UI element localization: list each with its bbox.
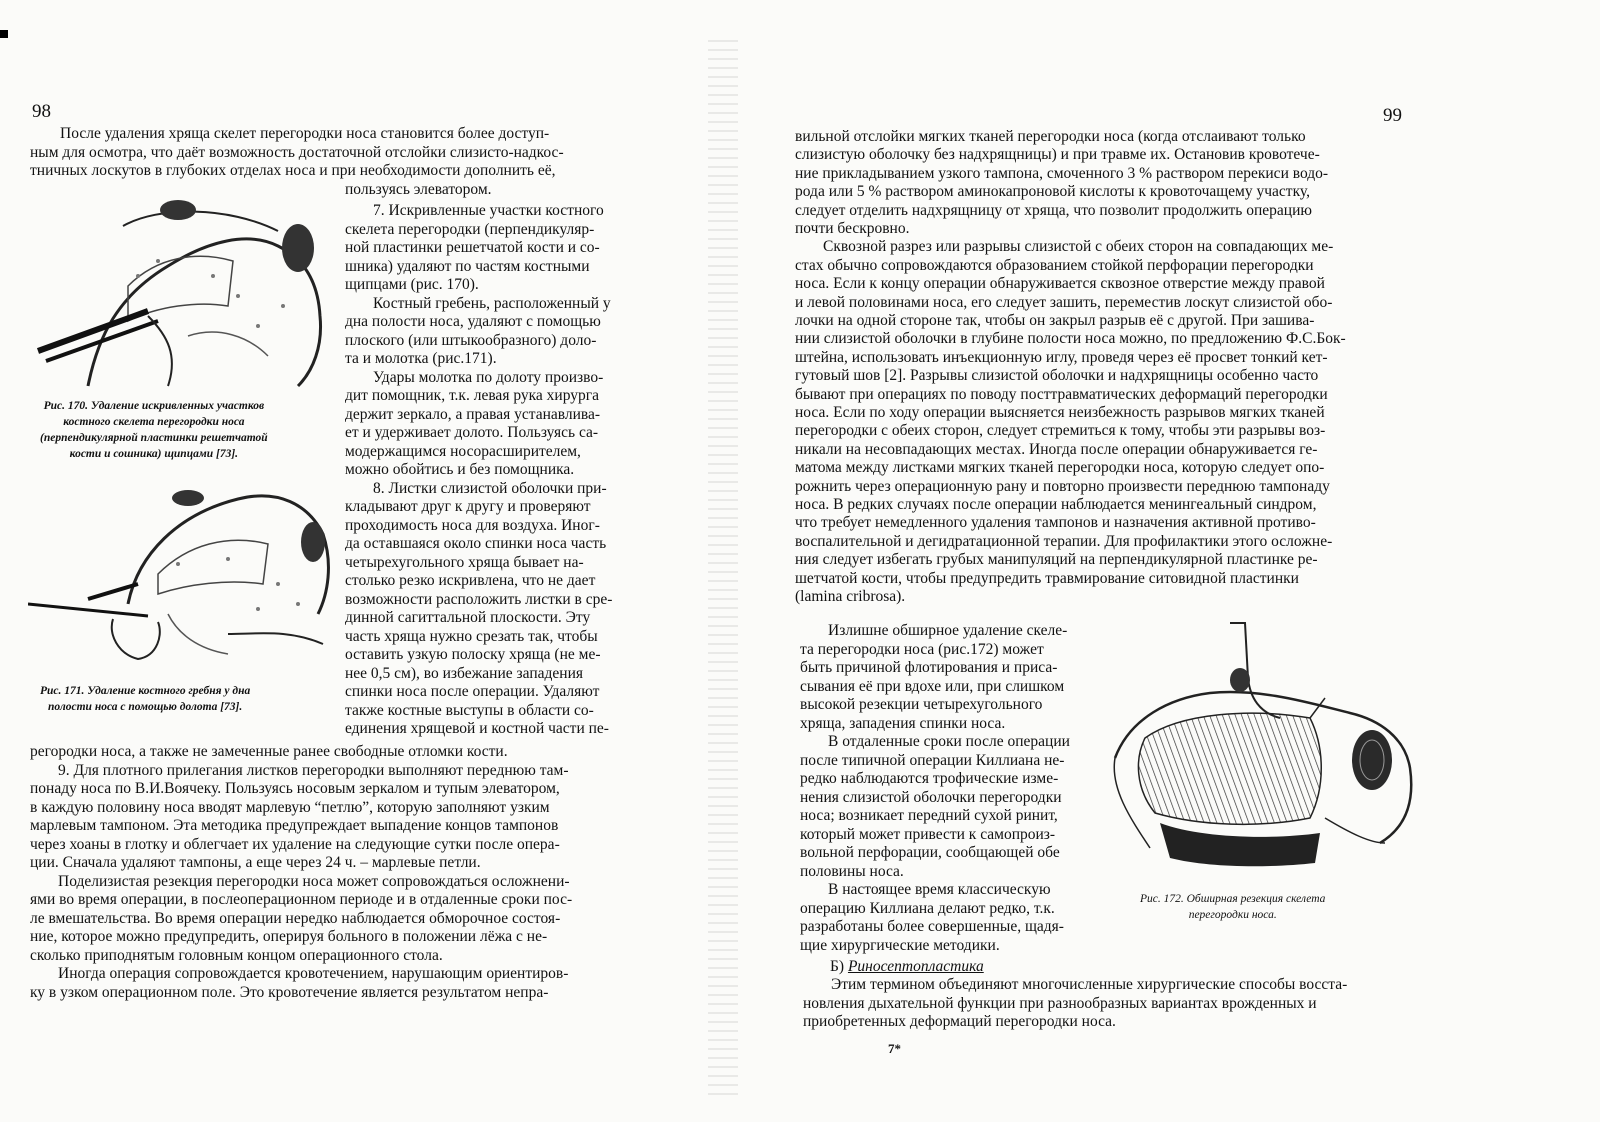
text-line: ние прикладыванием узкого тампона, смоченного 3 % раствором перекиси водо-: [795, 164, 1329, 182]
caption-line: Рис. 170. Удаление искривленных участков: [43, 400, 265, 412]
text-line: сывания её при вдохе или, при слишком: [800, 677, 1065, 695]
text-line: почти бескровно.: [795, 220, 910, 237]
text-line: 7. Искривленные участки костного: [373, 202, 604, 219]
text-line: ным для осмотра, что даёт возможность достаточной отслойки слизисто-надкос-: [30, 143, 564, 161]
text-line: следует отделить надхрящницу от хряща, что позволит продолжить операцию: [795, 201, 1312, 219]
text-line: единения хрящевой и костной части пе-: [345, 720, 609, 737]
text-line: можно обойтись и без помощника.: [345, 461, 575, 478]
text-line: лочки на одной стороне так, чтобы он закрыл разрыв её с другой. При зашива-: [795, 312, 1315, 329]
text-line: Поделизистая резекция перегородки носа может сопровождаться осложнени-: [58, 872, 570, 890]
text-line: щие хирургические методики.: [800, 936, 1000, 954]
text-line: шника) удаляют по частям костными: [345, 257, 590, 275]
text-line: скелета перегородки (перпендикуляр-: [345, 220, 595, 238]
caption-line: полости носа с помощью долота [73].: [47, 701, 243, 713]
text-line: матома между листками мягких тканей перегородки носа, которую следует опо-: [795, 459, 1325, 477]
text-line: гутовый шов [2]. Разрывы слизистой оболочки и надхрящницы особенно часто: [795, 367, 1319, 385]
text-line: оставить узкую полоску хряща (не ме-: [345, 646, 601, 663]
text-line: сколько приподнятым головным концом операционного стола.: [30, 946, 443, 964]
text-line: нии слизистой оболочки в глубине полости носа можно, по предложению Ф.С.Бок-: [795, 330, 1346, 348]
text-line: носа. В редких случаях после операции наблюдается менингеальный синдром,: [795, 496, 1317, 513]
text-line: в каждую половину носа вводят марлевую “петлю”, которую заполняют узким: [30, 798, 550, 816]
text-line: вольной перфорации, сообщающей обе: [800, 844, 1060, 861]
text-line: также костные выступы в области со-: [345, 701, 594, 719]
text-line: после типичной операции Киллиана не-: [800, 751, 1065, 769]
text-line: В отдаленные сроки после операции: [828, 733, 1070, 750]
text-line: рожнить через операционную рану и повторно произвести переднюю тампонаду: [795, 477, 1330, 495]
text-line: бывают при операциях по поводу посттравматических деформаций перегородки: [795, 385, 1328, 403]
text-line: регородки носа, а также не замеченные ранее свободные отломки кости.: [30, 743, 508, 760]
text-line: ку в узком операционном поле. Это кровотечение является результатом непра-: [30, 983, 549, 1001]
text-line: проходимость носа для воздуха. Иног-: [345, 516, 600, 534]
text-line: слизистую оболочку без надхрящницы) и при травме их. Остановив кровотече-: [795, 146, 1320, 164]
text-line: штейна, использовать инъекционную иглу, проведя через её просвет тонкий кет-: [795, 348, 1328, 366]
text-line: носа. Если к концу операции обнаруживается сквозное отверстие между правой: [795, 275, 1325, 293]
text-line: В настоящее время классическую: [828, 881, 1051, 898]
text-line: операцию Киллиана делают редко, т.к.: [800, 899, 1055, 917]
text-line: никали на несовпадающих местах. Иногда после операции обнаруживается ге-: [795, 440, 1318, 458]
figure-172-illustration: [1110, 618, 1420, 888]
text-line: ле вмешательства. Во время операции нередко наблюдается обморочное состоя-: [30, 909, 561, 927]
text-line: быть причиной флотирования и приса-: [800, 659, 1058, 676]
text-line: (lamina cribrosa).: [795, 588, 906, 605]
text-line: воспалительной и дегидратационной терапии. Для профилактики этого осложне-: [795, 532, 1333, 550]
text-line: Этим термином объединяют многочисленные хирургические способы восста-: [831, 976, 1348, 993]
text-line: Сквозной разрез или разрывы слизистой с обеих сторон на совпадающих ме-: [823, 238, 1334, 256]
page-gutter: [708, 40, 738, 1100]
text-line: часть хряща нужно срезать так, чтобы: [345, 627, 598, 645]
text-line: высокой резекции четырехугольного: [800, 696, 1043, 713]
page-number-left: 98: [32, 101, 51, 122]
text-line: После удаления хряща скелет перегородки носа становится более доступ-: [60, 125, 550, 142]
text-line: четырехугольного хряща бывает на-: [345, 553, 584, 571]
text-line: понаду носа по В.И.Воячеку. Пользуясь носовым зеркалом и тупым элеватором,: [30, 780, 560, 797]
text-line: ной пластинки решетчатой кости и со-: [345, 239, 600, 256]
scan-corner-mark: [0, 30, 8, 38]
text-line: который может привести к самопроиз-: [800, 825, 1056, 843]
text-line: Излишне обширное удаление скеле-: [828, 622, 1068, 639]
caption-line: Рис. 171. Удаление костного гребня у дна: [40, 685, 251, 697]
text-line: новления дыхательной функции при разнообразных вариантах врожденных и: [803, 994, 1317, 1012]
section-heading: [830, 958, 984, 976]
text-line: шетчатой кости, чтобы предупредить травмирование ситовидной пластинки: [795, 569, 1299, 587]
caption-line: перегородки носа.: [1188, 909, 1277, 921]
text-line: та и молотка (рис.171).: [345, 350, 497, 367]
text-line: и левой половинами носа, его следует зашить, переместив лоскут слизистой обо-: [795, 293, 1333, 311]
text-line: ции. Сначала удаляют тампоны, а еще через 24 ч. – марлевые петли.: [30, 854, 481, 871]
page-number-right: 99: [1383, 105, 1402, 126]
text-line: перегородки с обеих сторон, следует стремиться к тому, чтобы эти разрывы воз-: [795, 422, 1326, 440]
text-line: дит помощник, т.к. левая рука хирурга: [345, 387, 599, 404]
figure-170-illustration: [28, 186, 338, 396]
text-line: носа. Если по ходу операции выясняется неизбежность разрывов мягких тканей: [795, 404, 1325, 421]
text-line: 9. Для плотного прилегания листков перегородки выполняют переднюю там-: [58, 761, 569, 779]
text-line: Костный гребень, расположенный у: [373, 294, 611, 312]
text-line: нения слизистой оболочки перегородки: [800, 788, 1062, 806]
text-line: ние, которое можно предупредить, оперируя больного в положении лёжа с не-: [30, 928, 548, 945]
text-line: модержащимся носорасширителем,: [345, 442, 581, 460]
text-line: вильной отслойки мягких тканей перегородки носа (когда отслаивают только: [795, 128, 1306, 145]
text-line: половины носа.: [800, 862, 904, 880]
text-line: ет и удерживает долото. Пользуясь са-: [345, 424, 599, 441]
caption-line: (перпендикулярной пластинки решетчатой: [40, 432, 268, 444]
figure-171-caption: [40, 683, 250, 715]
text-line: разработаны более совершенные, щадя-: [800, 918, 1064, 935]
text-line: тничных лоскутов в глубоких отделах носа и при необходимости дополнить её,: [30, 162, 556, 179]
section-prefix: Б): [830, 958, 845, 975]
figure-170-caption: [40, 398, 268, 462]
text-line: кладывают друг к другу и проверяют: [345, 498, 591, 515]
figure-172-caption: [1140, 891, 1325, 923]
section-title: Риносептопластика: [847, 958, 984, 975]
text-line: да оставшаяся около спинки носа часть: [345, 535, 607, 552]
text-line: спинки носа после операции. Удаляют: [345, 683, 600, 700]
text-line: хряща, западения спинки носа.: [800, 714, 1006, 732]
text-line: носа; возникает передний сухой ринит,: [800, 807, 1058, 824]
text-line: через хоаны в глотку и облегчает их удаление на следующие сутки после опера-: [30, 835, 560, 853]
text-line: дна полости носа, удаляют с помощью: [345, 313, 601, 330]
text-line: Удары молотка по долоту произво-: [373, 368, 604, 386]
text-line: что требует немедленного удаления тампонов и назначения активной противо-: [795, 514, 1316, 532]
text-line: марлевым тампоном. Эта методика предупреждает выпадение концов тампонов: [30, 817, 559, 834]
text-line: щипцами (рис. 170).: [345, 276, 479, 293]
signature-mark: 7*: [888, 1041, 901, 1056]
text-line: плоского (или штыкообразного) доло-: [345, 331, 597, 349]
text-line: 8. Листки слизистой оболочки при-: [373, 479, 607, 497]
text-line: возможности расположить листки в сре-: [345, 590, 613, 608]
text-line: пользуясь элеватором.: [345, 180, 492, 198]
text-line: редко наблюдаются трофические изме-: [800, 770, 1059, 787]
caption-line: костного скелета перегородки носа: [63, 416, 245, 428]
text-line: держит зеркало, а правая устанавлива-: [345, 405, 601, 423]
text-line: столько резко искривлена, что не дает: [345, 572, 596, 589]
text-line: динной сагиттальной плоскости. Эту: [345, 609, 591, 626]
figure-171-illustration: [28, 484, 338, 674]
caption-line: кости и сошника) щипцами [73].: [69, 448, 239, 460]
text-line: нее 0,5 см), во избежание западения: [345, 664, 583, 682]
text-line: ния следует избегать грубых манипуляций на перпендикулярной пластинке ре-: [795, 551, 1318, 569]
text-line: ями во время операции, в послеоперационном периоде и в отдаленные сроки пос-: [30, 891, 573, 908]
text-line: стах обычно сопровождаются образованием стойкой перфорации перегородки: [795, 256, 1314, 274]
caption-line: Рис. 172. Обширная резекция скелета: [1140, 893, 1326, 905]
text-line: Иногда операция сопровождается кровотечением, нарушающим ориентиров-: [58, 965, 569, 982]
text-line: рода или 5 % раствором аминокапроновой кислоты к кровоточащему участку,: [795, 183, 1310, 201]
text-line: та перегородки носа (рис.172) может: [800, 640, 1044, 658]
text-line: приобретенных деформаций перегородки носа.: [803, 1013, 1116, 1030]
